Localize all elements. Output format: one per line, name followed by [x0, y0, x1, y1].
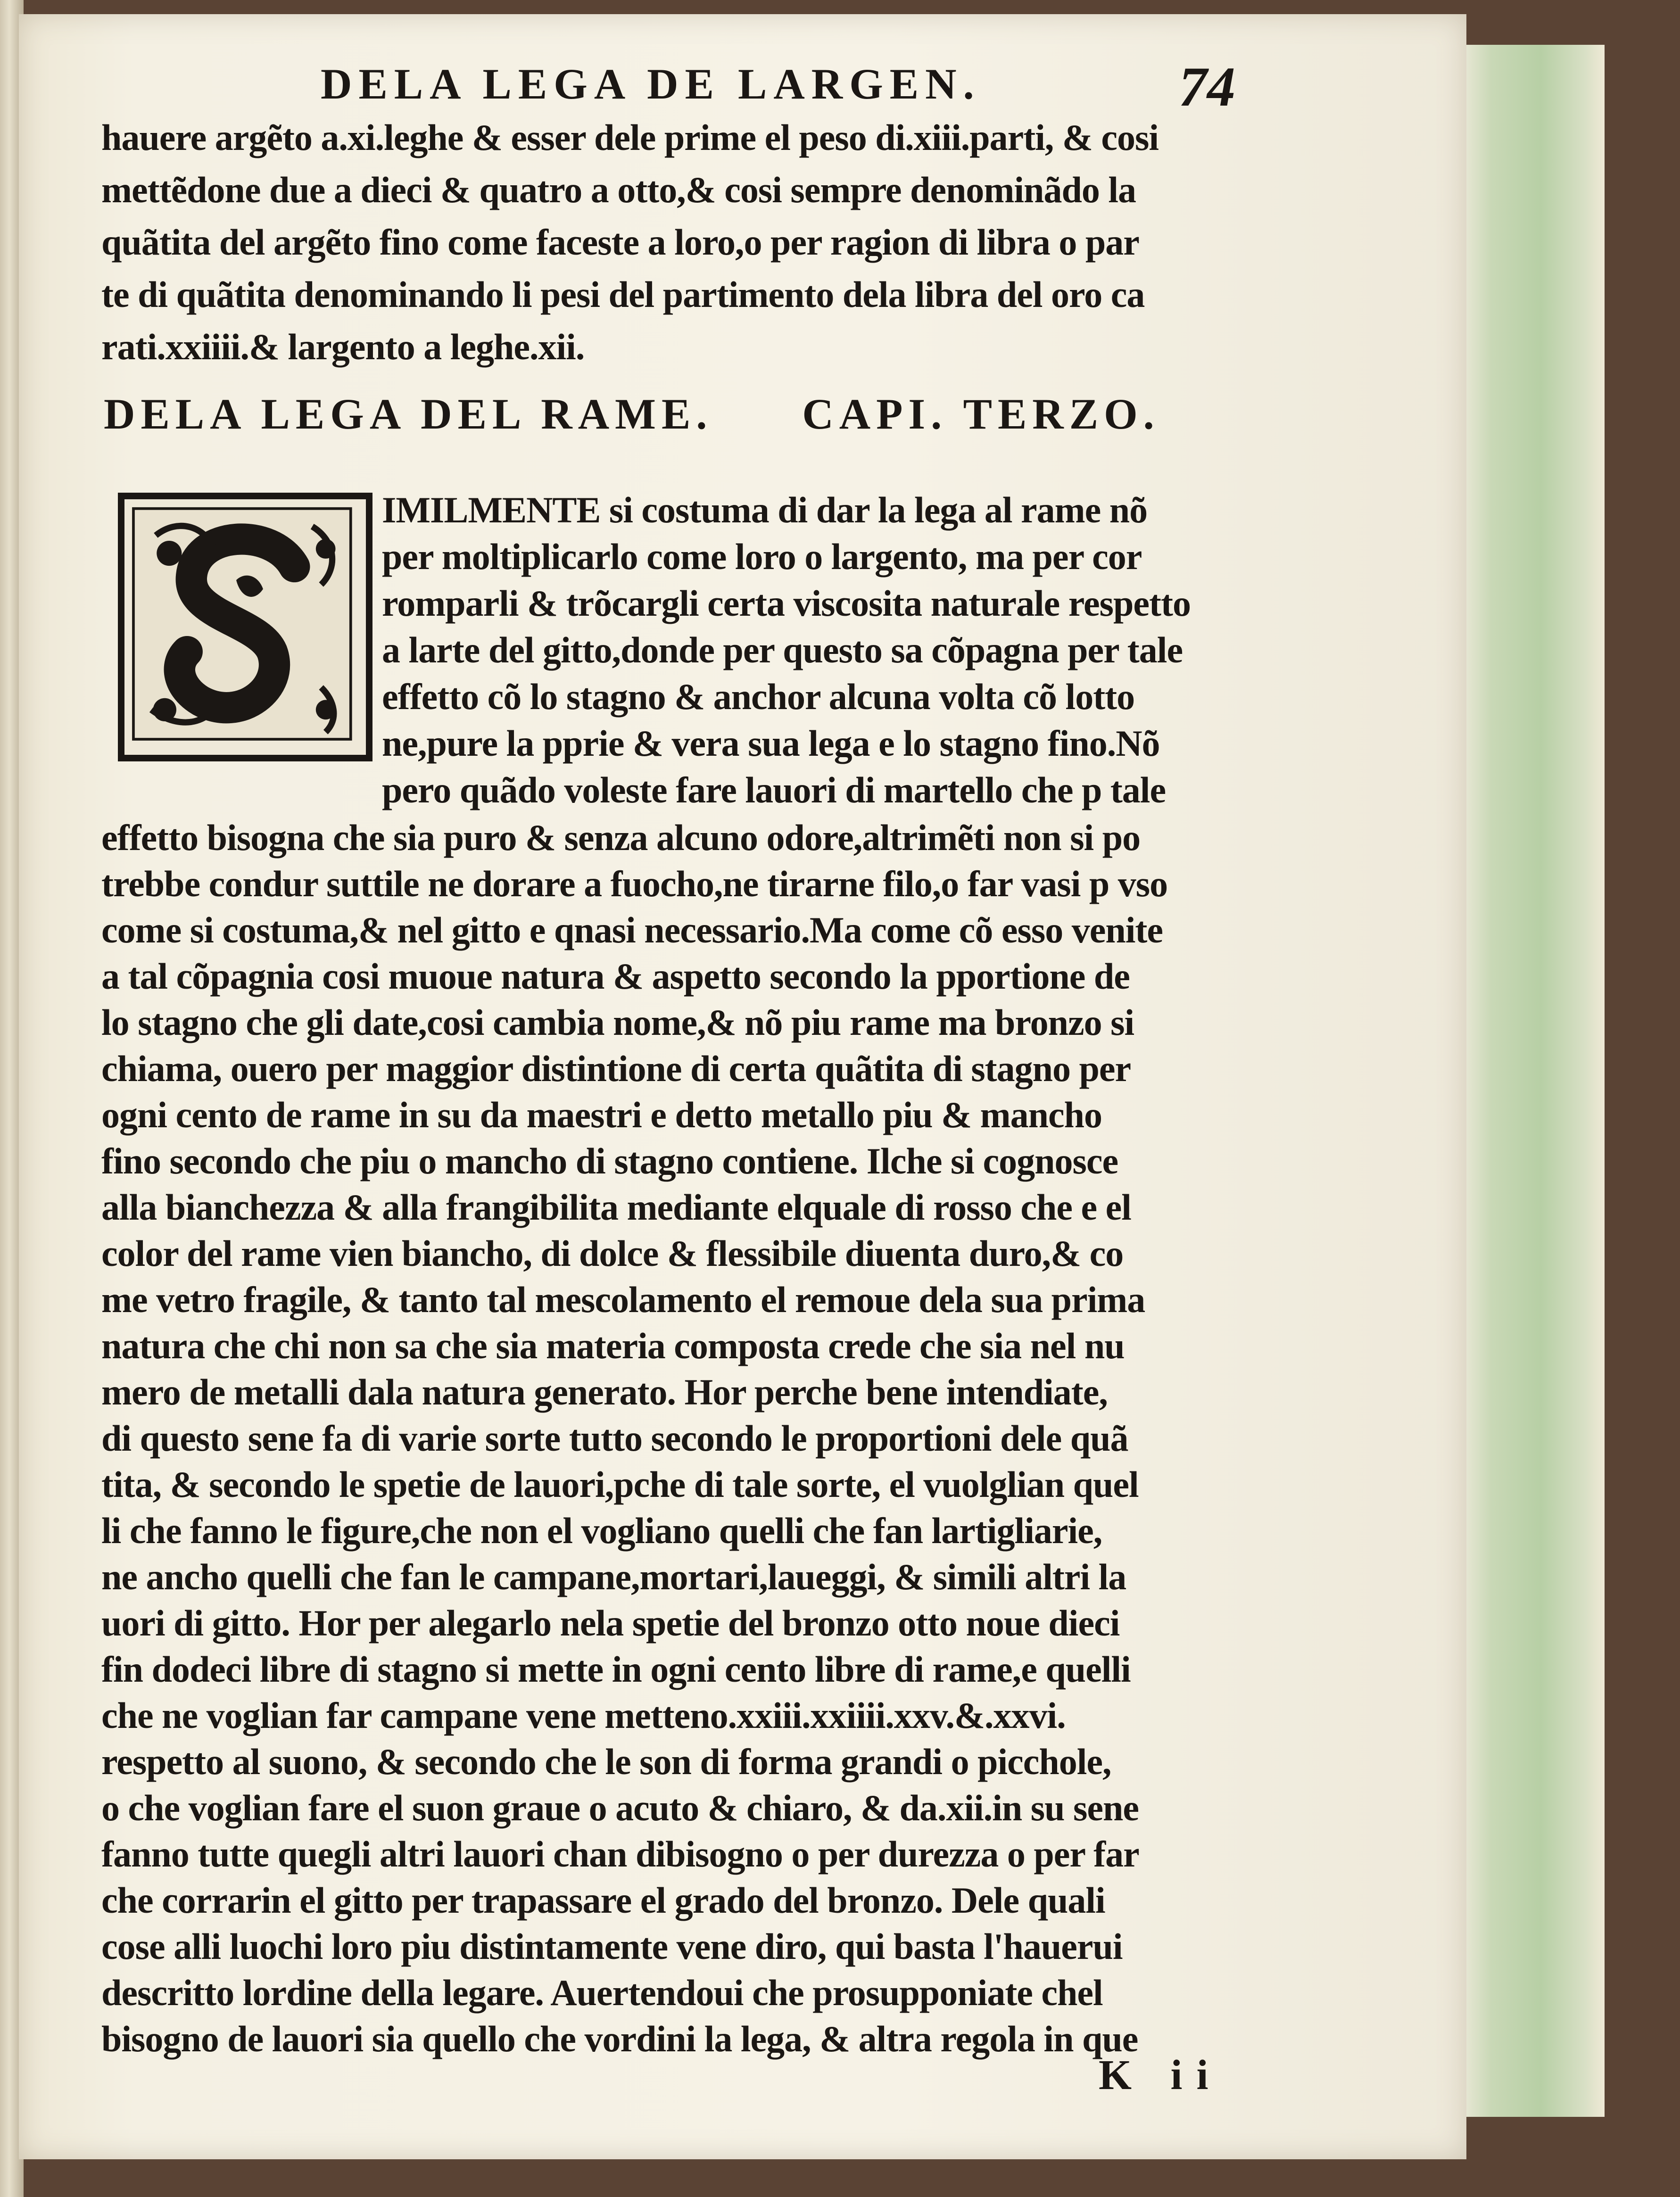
text-line: pero quãdo voleste fare lauori di martello che p tale: [382, 769, 1166, 810]
page-fore-edge: [1459, 45, 1605, 2117]
text-line: ogni cento de rame in su da maestri e detto metallo piu & mancho: [101, 1094, 1102, 1135]
text-line: color del rame vien biancho, di dolce & flessibile diuenta duro,& co: [101, 1233, 1124, 1274]
text-line: cose alli luochi loro piu distintamente vene diro, qui basta l'hauerui: [101, 1926, 1123, 1967]
text-line: di questo sene fa di varie sorte tutto secondo le proportioni dele quã: [101, 1418, 1128, 1459]
ornament-icon: [124, 499, 366, 755]
text-line: te di quãtita denominando li pesi del partimento dela libra del oro ca: [101, 274, 1145, 315]
text-line: a tal cõpagnia cosi muoue natura & aspetto secondo la pportione de: [101, 956, 1130, 997]
text-line: effetto bisogna che sia puro & senza alcuno odore,altrimẽti non si po: [101, 817, 1141, 858]
text-line: IMILMENTE si costuma di dar la lega al rame nõ: [382, 489, 1148, 530]
chapter-title: DELA LEGA DEL RAME.: [104, 390, 713, 438]
text-line: alla bianchezza & alla frangibilita mediante elquale di rosso che e el: [101, 1187, 1131, 1228]
text-line: me vetro fragile, & tanto tal mescolamento el remoue dela sua prima: [101, 1279, 1145, 1320]
text-line: rati.xxiiii.& largento a leghe.xii.: [101, 326, 585, 367]
text-line: bisogno de lauori sia quello che vordini la lega, & altra regola in que: [101, 2018, 1138, 2059]
chapter-heading: [104, 389, 1160, 439]
text-line: mero de metalli dala natura generato. Hor perche bene intendiate,: [101, 1371, 1108, 1412]
signature-mark: K ii: [1099, 2052, 1223, 2098]
text-line: come si costuma,& nel gitto e qnasi necessario.Ma come cõ esso venite: [101, 909, 1163, 950]
text-line: lo stagno che gli date,cosi cambia nome,& nõ piu rame ma bronzo si: [101, 1002, 1134, 1043]
text-line: che ne voglian far campane vene metteno.xxiii.xxiiii.xxv.&.xxvi.: [101, 1695, 1066, 1736]
text-line: li che fanno le figure,che non el vogliano quelli che fan lartigliarie,: [101, 1510, 1102, 1551]
text-line: respetto al suono, & secondo che le son di forma grandi o picchole,: [101, 1741, 1111, 1782]
text-line: effetto cõ lo stagno & anchor alcuna volta cõ lotto: [382, 676, 1135, 717]
text-line: romparli & trõcargli certa viscosita naturale respetto: [382, 583, 1191, 624]
text-line: per moltiplicarlo come loro o largento, ma per cor: [382, 536, 1142, 577]
text-line: fin dodeci libre di stagno si mette in ogni cento libre di rame,e quelli: [101, 1649, 1131, 1690]
book-page: [19, 14, 1466, 2159]
text-line: che corrarin el gitto per trapassare el grado del bronzo. Dele quali: [101, 1880, 1105, 1921]
text-line: a larte del gitto,donde per questo sa cõpagna per tale: [382, 629, 1183, 670]
text-line: uori di gitto. Hor per alegarlo nela spetie del bronzo otto noue dieci: [101, 1602, 1120, 1644]
running-header: DELA LEGA DE LARGEN.: [321, 60, 981, 108]
text-line: ne ancho quelli che fan le campane,mortari,laueggi, & simili altri la: [101, 1556, 1126, 1597]
text-line: natura che chi non sa che sia materia composta crede che sia nel nu: [101, 1325, 1125, 1366]
text-line: fino secondo che piu o mancho di stagno contiene. Ilche si cognosce: [101, 1140, 1118, 1181]
text-line: o che voglian fare el suon graue o acuto & chiaro, & da.xii.in su sene: [101, 1787, 1139, 1828]
text-line: mettẽdone due a dieci & quatro a otto,& cosi sempre denominãdo la: [101, 169, 1136, 210]
folio-number: 74: [1179, 55, 1235, 118]
decorated-initial-s-woodcut: [118, 493, 372, 761]
text-line: quãtita del argẽto fino come faceste a loro,o per ragion di libra o par: [101, 222, 1139, 263]
text-line: ne,pure la pprie & vera sua lega e lo stagno fino.Nõ: [382, 723, 1160, 764]
text-line: hauere argẽto a.xi.leghe & esser dele prime el peso di.xiii.parti, & cosi: [101, 117, 1159, 158]
text-line: fanno tutte quegli altri lauori chan dibisogno o per durezza o per far: [101, 1834, 1139, 1875]
text-line: trebbe condur suttile ne dorare a fuocho,ne tirarne filo,o far vasi p vso: [101, 863, 1168, 904]
text-line: tita, & secondo le spetie de lauori,pche di tale sorte, el vuolglian quel: [101, 1464, 1139, 1505]
text-line: chiama, ouero per maggior distintione di certa quãtita di stagno per: [101, 1048, 1131, 1089]
text-line: descritto lordine della legare. Auertendoui che prosupponiate chel: [101, 1972, 1103, 2013]
chapter-number: CAPI. TERZO.: [802, 390, 1160, 438]
